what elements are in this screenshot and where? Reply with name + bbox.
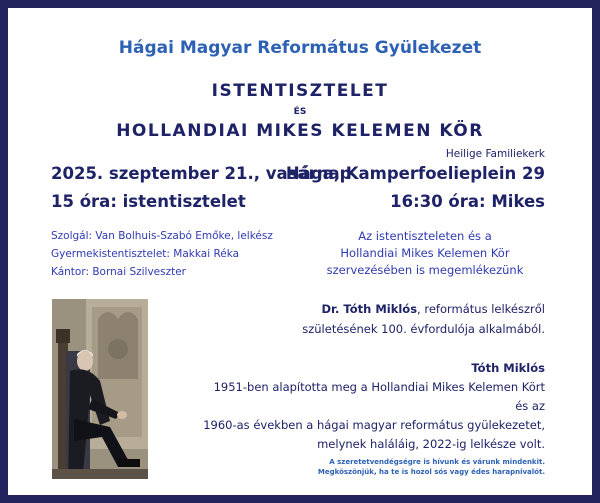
mikes-time: 16:30 óra: Mikes: [390, 192, 545, 211]
bio-name: Tóth Miklós: [471, 361, 545, 375]
commemoration-text: , református lelkészről: [417, 302, 545, 316]
title-connector: ÉS: [293, 107, 307, 117]
footer-line: Megköszönjük, ha te is hozol sós vagy édes harapnivalót.: [317, 468, 545, 476]
bio-line: 1951-ben alapította meg a Hollandiai Mikes Kelemen Kört: [213, 380, 545, 394]
bio-line: 1960-as években a hágai magyar református gyülekezetet,: [203, 418, 545, 432]
pastor-photo-illustration: [52, 299, 148, 479]
commemoration-line-2: születésének 100. évfordulója alkalmából.: [302, 322, 545, 336]
notice-block: [305, 228, 545, 279]
notice-line: Az istentiszteleten és a: [358, 229, 492, 243]
officiant: Szolgál: Van Bolhuis-Szabó Emőke, lelkész: [51, 230, 273, 242]
children-service: Gyermekistentisztelet: Makkai Réka: [51, 248, 240, 260]
church-name: Heilige Familiekerk: [445, 148, 545, 160]
event-subtitle: HOLLANDIAI MIKES KELEMEN KÖR: [116, 121, 484, 141]
event-title: ISTENTISZTELET: [211, 81, 389, 101]
commemoration-line: [321, 302, 545, 316]
bio-line: melynek haláláig, 2022-ig lelkésze volt.: [317, 437, 545, 451]
commemorated-name: Dr. Tóth Miklós: [321, 302, 418, 316]
organization-title: Hágai Magyar Református Gyülekezet: [118, 38, 482, 58]
notice-line: Hollandiai Mikes Kelemen Kör: [340, 246, 510, 260]
notice-line: szervezésében is megemlékezünk: [326, 263, 524, 277]
footer-line: A szeretetvendégségre is hívunk és várunk mindenkit.: [329, 458, 545, 466]
service-time: 15 óra: istentisztelet: [51, 192, 246, 211]
pastor-photo: [52, 299, 148, 479]
event-date: 2025. szeptember 21., vasárnap: [51, 164, 352, 183]
cantor: Kántor: Bornai Szilveszter: [51, 266, 187, 278]
event-address: Hága, Kamperfoelieplein 29: [285, 164, 545, 183]
bio-line: és az: [515, 399, 545, 413]
